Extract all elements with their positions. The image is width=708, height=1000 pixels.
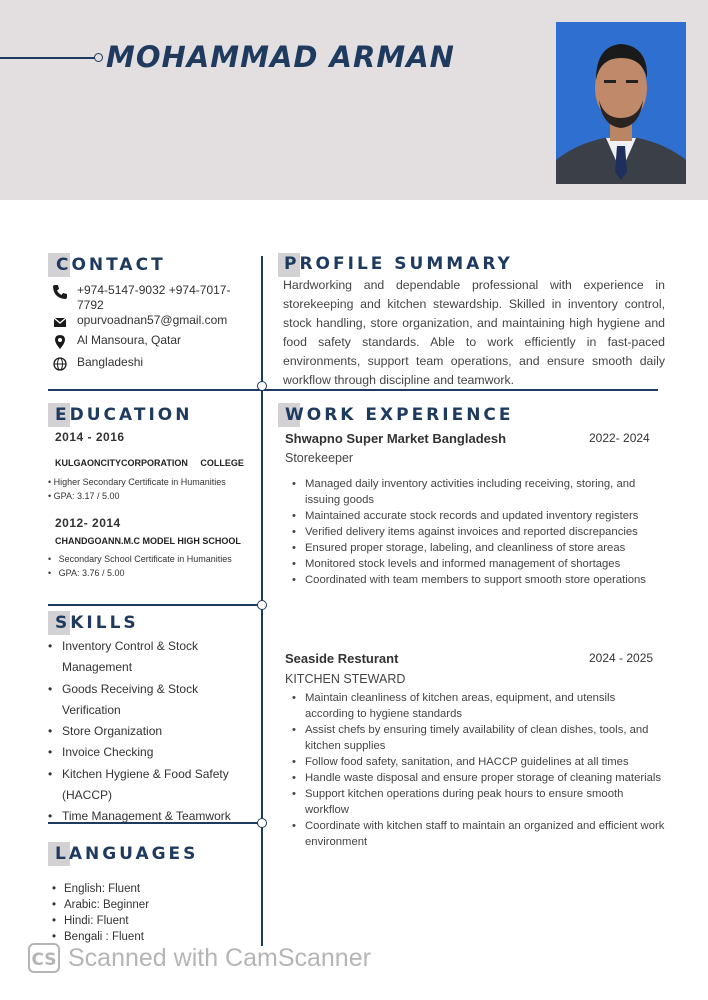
- list-item: • Follow food safety, sanitation, and HACCP guidelines at all times: [305, 754, 667, 770]
- list-item: • GPA: 3.76 / 5.00: [48, 568, 125, 578]
- list-item: • Verified delivery items against invoices and reported discrepancies: [305, 524, 667, 540]
- skills-list: [48, 636, 258, 828]
- list-item: • Maintain cleanliness of kitchen areas, equipment, and utensils according to hygiene standards: [305, 690, 667, 722]
- timeline-node: [257, 381, 267, 391]
- timeline-node: [257, 818, 267, 828]
- education-details: [48, 552, 232, 580]
- education-institution: KULGAONCITYCORPORATION COLLEGE: [55, 458, 244, 468]
- languages-list: [48, 881, 149, 945]
- education-details: [48, 475, 226, 503]
- job-role: KITCHEN STEWARD: [285, 672, 406, 686]
- profile-photo: [556, 22, 686, 184]
- job-dates: 2024 - 2025: [589, 651, 654, 665]
- list-item: • GPA: 3.17 / 5.00: [48, 491, 120, 501]
- camscanner-watermark: Scanned with CamScanner: [68, 944, 371, 972]
- job-company: Shwapno Super Market Bangladesh: [285, 431, 507, 446]
- education-institution: CHANDGOANN.M.C MODEL HIGH SCHOOL: [55, 536, 241, 546]
- list-item: • Inventory Control & Stock Management: [48, 636, 258, 679]
- list-item: • Maintained accurate stock records and updated inventory registers: [305, 508, 667, 524]
- list-item: • Store Organization: [48, 721, 258, 742]
- list-item: • Goods Receiving & Stock Verification: [48, 679, 258, 722]
- job-duties: [305, 476, 667, 588]
- experience-title: WORK EXPERIENCE: [285, 405, 514, 425]
- list-item: • Bengali : Fluent: [48, 929, 149, 945]
- candidate-name: MOHAMMAD ARMAN: [106, 40, 455, 74]
- phone-icon: [52, 284, 68, 300]
- list-item: • Hindi: Fluent: [48, 913, 149, 929]
- skills-title: SKILLS: [55, 613, 139, 633]
- education-title: EDUCATION: [55, 405, 193, 425]
- education-years: 2014 - 2016: [55, 430, 125, 444]
- education-years: 2012- 2014: [55, 516, 121, 530]
- job-dates: 2022- 2024: [589, 431, 650, 445]
- list-item: • Invoice Checking: [48, 742, 258, 763]
- header-line: [0, 57, 97, 59]
- section-divider: [48, 604, 261, 606]
- summary-text: Hardworking and dependable professional with experience in storekeeping and kitchen stewardship. Skilled in inventory control, stock handling, store organization, and maintaining high hygiene and food safety standards. Able to work efficiently in fast-paced environments, support team operations, and ensure smooth daily workflow through discipline and teamwork.: [283, 278, 665, 387]
- job-duties: [305, 690, 667, 850]
- timeline-node: [257, 600, 267, 610]
- list-item: • Coordinated with team members to support smooth store operations: [305, 572, 667, 588]
- globe-icon: [52, 356, 68, 372]
- list-item: • Ensured proper storage, labeling, and cleanliness of store areas: [305, 540, 667, 556]
- job-role: Storekeeper: [285, 451, 354, 465]
- mail-icon: [52, 314, 68, 330]
- camscanner-logo: CS: [28, 943, 60, 973]
- list-item: • Arabic: Beginner: [48, 897, 149, 913]
- job-company: Seaside Resturant: [285, 651, 399, 666]
- contact-title: CONTACT: [56, 255, 166, 275]
- list-item: • Handle waste disposal and ensure proper storage of cleaning materials: [305, 770, 667, 786]
- list-item: • English: Fluent: [48, 881, 149, 897]
- list-item: • Assist chefs by ensuring timely availability of clean dishes, tools, and kitchen supplies: [305, 722, 667, 754]
- list-item: • Monitored stock levels and informed management of shortages: [305, 556, 667, 572]
- list-item: • Time Management & Teamwork: [48, 806, 258, 827]
- header-line-dot: [94, 53, 103, 62]
- list-item: • Kitchen Hygiene & Food Safety (HACCP): [48, 764, 258, 807]
- list-item: • Coordinate with kitchen staff to maintain an organized and efficient work environment: [305, 818, 667, 850]
- location-pin-icon: [52, 334, 68, 350]
- list-item: • Secondary School Certificate in Humanities: [48, 554, 232, 564]
- list-item: • Higher Secondary Certificate in Humanities: [48, 477, 226, 487]
- languages-title: LANGUAGES: [55, 844, 199, 864]
- list-item: • Support kitchen operations during peak hours to ensure smooth workflow: [305, 786, 667, 818]
- summary-title: PROFILE SUMMARY: [284, 254, 513, 274]
- list-item: • Managed daily inventory activities including receiving, storing, and issuing goods: [305, 476, 667, 508]
